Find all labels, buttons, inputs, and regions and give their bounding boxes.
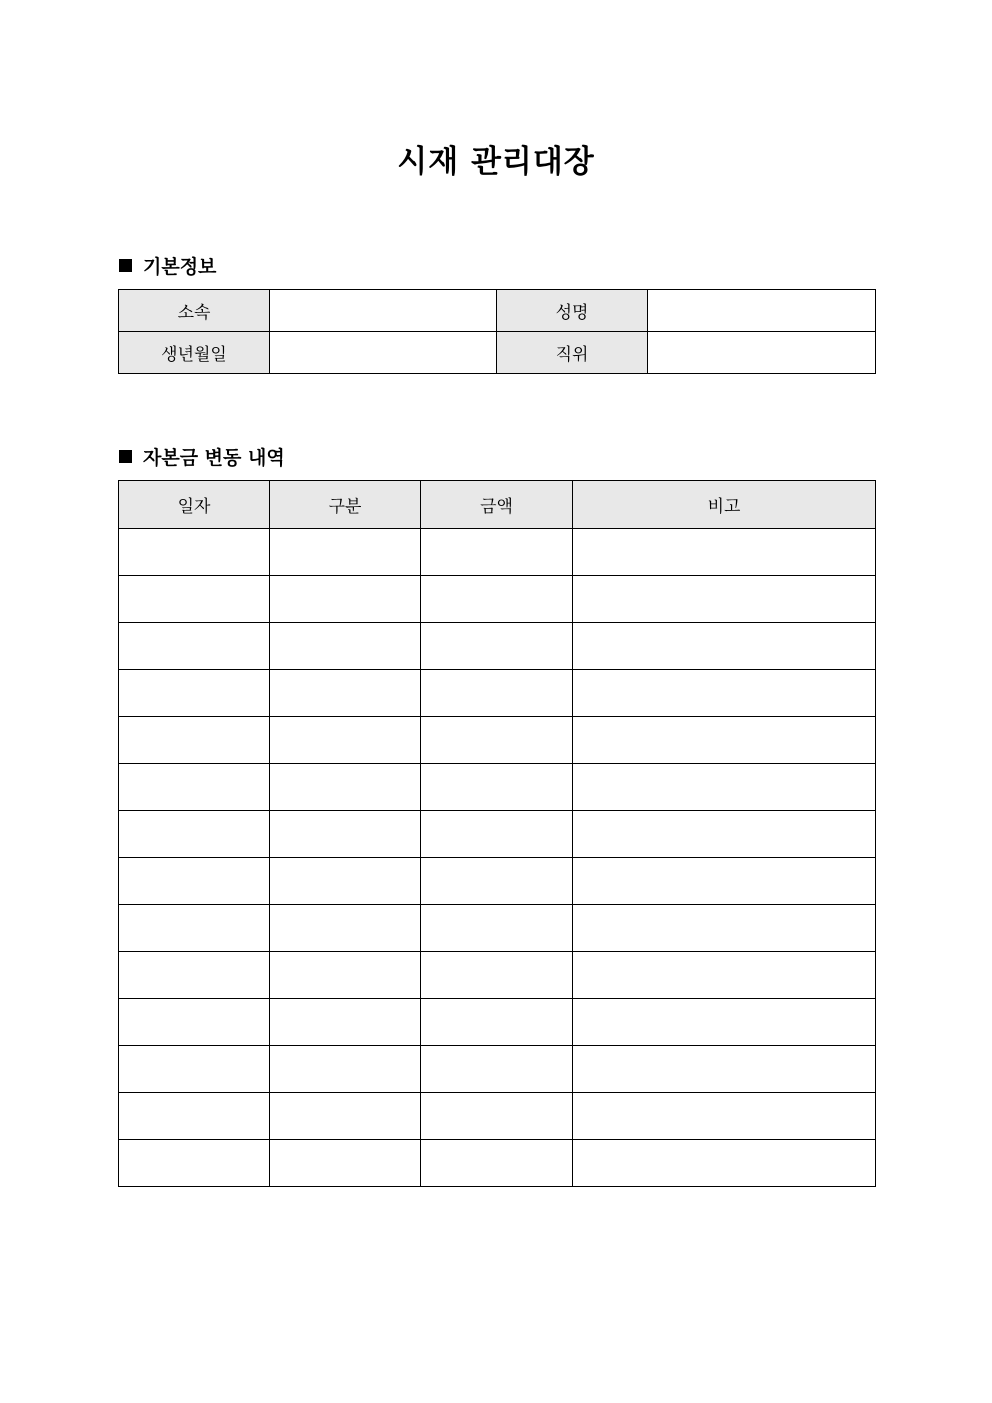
- category-cell[interactable]: [270, 670, 421, 717]
- remarks-cell[interactable]: [573, 952, 876, 999]
- date-cell[interactable]: [119, 858, 270, 905]
- remarks-cell[interactable]: [573, 529, 876, 576]
- column-header-category: 구분: [270, 481, 421, 529]
- remarks-cell[interactable]: [573, 764, 876, 811]
- basic-info-table: [118, 289, 876, 374]
- birth-date-field[interactable]: [270, 332, 497, 374]
- category-cell[interactable]: [270, 952, 421, 999]
- date-cell[interactable]: [119, 1140, 270, 1187]
- remarks-cell[interactable]: [573, 717, 876, 764]
- remarks-cell[interactable]: [573, 905, 876, 952]
- category-cell[interactable]: [270, 1140, 421, 1187]
- amount-cell[interactable]: [421, 1093, 573, 1140]
- name-label: 성명: [497, 290, 648, 332]
- table-header-row: [119, 481, 876, 529]
- table-row: [119, 858, 876, 905]
- section-heading-label: 자본금 변동 내역: [143, 447, 285, 469]
- remarks-cell[interactable]: [573, 1046, 876, 1093]
- date-cell[interactable]: [119, 529, 270, 576]
- date-cell[interactable]: [119, 717, 270, 764]
- table-row: [119, 905, 876, 952]
- position-label: 직위: [497, 332, 648, 374]
- square-bullet-icon: [119, 259, 132, 272]
- category-cell[interactable]: [270, 811, 421, 858]
- amount-cell[interactable]: [421, 1140, 573, 1187]
- remarks-cell[interactable]: [573, 858, 876, 905]
- name-field[interactable]: [648, 290, 876, 332]
- date-cell[interactable]: [119, 999, 270, 1046]
- amount-cell[interactable]: [421, 576, 573, 623]
- table-row: [119, 1093, 876, 1140]
- date-cell[interactable]: [119, 623, 270, 670]
- table-row: [119, 623, 876, 670]
- date-cell[interactable]: [119, 764, 270, 811]
- date-cell[interactable]: [119, 952, 270, 999]
- page-title: 시재 관리대장: [397, 144, 595, 180]
- affiliation-label: 소속: [119, 290, 270, 332]
- amount-cell[interactable]: [421, 717, 573, 764]
- remarks-cell[interactable]: [573, 1093, 876, 1140]
- amount-cell[interactable]: [421, 999, 573, 1046]
- table-row: [119, 1140, 876, 1187]
- remarks-cell[interactable]: [573, 623, 876, 670]
- date-cell[interactable]: [119, 1046, 270, 1093]
- ledger-body: [119, 529, 876, 1187]
- date-cell[interactable]: [119, 670, 270, 717]
- table-row: [119, 670, 876, 717]
- remarks-cell[interactable]: [573, 670, 876, 717]
- amount-cell[interactable]: [421, 811, 573, 858]
- column-header-remarks: 비고: [573, 481, 876, 529]
- category-cell[interactable]: [270, 905, 421, 952]
- amount-cell[interactable]: [421, 1046, 573, 1093]
- square-bullet-icon: [119, 450, 132, 463]
- amount-cell[interactable]: [421, 764, 573, 811]
- category-cell[interactable]: [270, 717, 421, 764]
- amount-cell[interactable]: [421, 858, 573, 905]
- column-header-date: 일자: [119, 481, 270, 529]
- amount-cell[interactable]: [421, 623, 573, 670]
- date-cell[interactable]: [119, 905, 270, 952]
- category-cell[interactable]: [270, 576, 421, 623]
- category-cell[interactable]: [270, 529, 421, 576]
- category-cell[interactable]: [270, 1046, 421, 1093]
- birth-date-label: 생년월일: [119, 332, 270, 374]
- section-heading-label: 기본정보: [143, 256, 217, 278]
- position-field[interactable]: [648, 332, 876, 374]
- category-cell[interactable]: [270, 999, 421, 1046]
- amount-cell[interactable]: [421, 952, 573, 999]
- remarks-cell[interactable]: [573, 1140, 876, 1187]
- date-cell[interactable]: [119, 1093, 270, 1140]
- section-heading-basic-info: [119, 252, 216, 279]
- category-cell[interactable]: [270, 623, 421, 670]
- category-cell[interactable]: [270, 858, 421, 905]
- amount-cell[interactable]: [421, 905, 573, 952]
- column-header-amount: 금액: [421, 481, 573, 529]
- amount-cell[interactable]: [421, 529, 573, 576]
- amount-cell[interactable]: [421, 670, 573, 717]
- remarks-cell[interactable]: [573, 576, 876, 623]
- table-row: [119, 952, 876, 999]
- table-row: [119, 1046, 876, 1093]
- category-cell[interactable]: [270, 764, 421, 811]
- section-heading-capital-changes: [119, 443, 285, 470]
- table-row: [119, 290, 876, 332]
- table-row: [119, 332, 876, 374]
- affiliation-field[interactable]: [270, 290, 497, 332]
- capital-changes-table: [118, 480, 876, 1187]
- category-cell[interactable]: [270, 1093, 421, 1140]
- table-row: [119, 811, 876, 858]
- table-row: [119, 999, 876, 1046]
- date-cell[interactable]: [119, 811, 270, 858]
- table-row: [119, 576, 876, 623]
- date-cell[interactable]: [119, 576, 270, 623]
- table-row: [119, 717, 876, 764]
- remarks-cell[interactable]: [573, 999, 876, 1046]
- table-row: [119, 764, 876, 811]
- remarks-cell[interactable]: [573, 811, 876, 858]
- table-row: [119, 529, 876, 576]
